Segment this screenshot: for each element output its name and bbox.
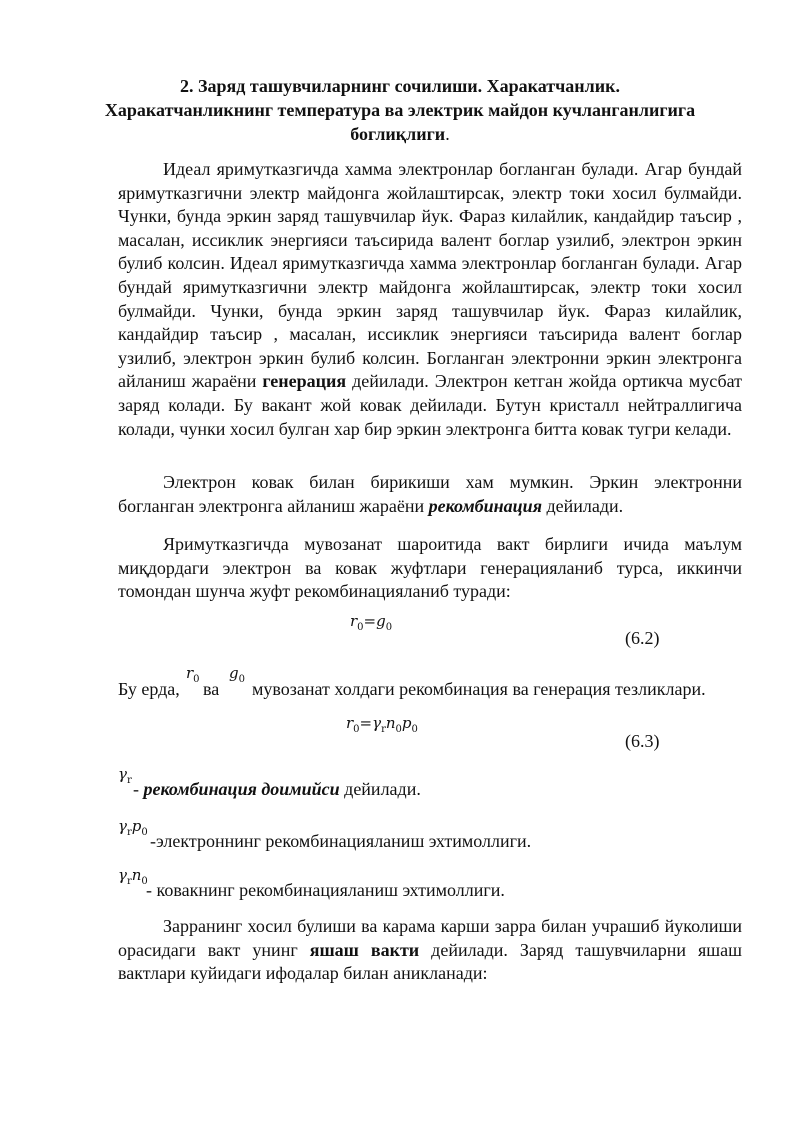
where-sym1-sub: 0	[193, 674, 200, 685]
term-generation: генерация	[262, 371, 347, 392]
eq62-rhs: g	[376, 612, 386, 630]
term-lifetime: яшаш вакти	[309, 939, 420, 960]
section-heading	[100, 74, 700, 146]
eq62-rhs-sub: 0	[385, 622, 393, 633]
eq63-p: p	[401, 714, 412, 732]
eq63-gamma: γ	[372, 714, 382, 732]
heading-line-3-text: боглиқлиги	[350, 124, 446, 144]
eq63-n: n	[385, 714, 396, 732]
term-recombination: рекомбинация	[428, 495, 542, 516]
where-symbol-g0	[229, 664, 245, 685]
def3-sym: γ	[118, 866, 127, 884]
heading-line-3	[100, 122, 700, 146]
paragraph-generation-text-b: дейилади. Электрон кетган жойда ортикча мусбат заряд колади. Бу вакант жой ковак дейилади. Бутун кристалл нейтраллигича колади, чунки хосил булган хар бир эркин электронга битта ковак тугри келади.	[118, 371, 742, 439]
term-recombination-constant: рекомбинация доимийси	[143, 779, 340, 799]
def2-symbol	[118, 817, 148, 838]
paragraph-equilibrium-text: Яримутказгичда мувозанат шароитида вакт бирлиги ичида маълум миқдордаги электрон ва ковак жуфтлари генерацияланиб турса, иккинчи томондан шунча жуфт рекомбинацияланиб туради:	[118, 534, 742, 602]
where-conj: ва	[203, 679, 220, 699]
where-prefix: Бу ерда,	[118, 679, 180, 699]
paragraph-lifetime-text-b: дейилади. Заряд ташувчиларни яшаш вактлари куйидаги ифодалар билан аникланади:	[118, 939, 742, 984]
equation-number-6-3: (6.3)	[625, 731, 660, 751]
def1-dash: -	[133, 779, 144, 799]
paragraph-equilibrium	[118, 533, 742, 604]
eq62-lhs-sub: 0	[357, 622, 364, 633]
def2-sym2-sub: 0	[141, 827, 148, 838]
def2-sym2: p	[131, 817, 142, 835]
eq63-lhs: r	[346, 714, 354, 732]
definition-hole-probability: - ковакнинг рекомбинацияланиш эхтимоллиги.	[146, 880, 505, 900]
definition-recombination-constant	[133, 779, 421, 800]
eq63-gamma-sub: r	[381, 724, 386, 735]
definition-electron-probability: -электроннинг рекомбинацияланиш эхтимоллиги.	[150, 831, 532, 851]
where-sym1: r	[186, 664, 194, 682]
paragraph-lifetime	[118, 915, 742, 986]
eq63-p-sub: 0	[411, 724, 418, 735]
eq62-op: =	[363, 612, 377, 630]
def1-text: дейилади.	[339, 779, 421, 799]
def1-sym: γ	[118, 765, 127, 783]
equation-6-3	[346, 714, 418, 735]
def2-sym-sub: r	[126, 827, 132, 838]
def1-sym-sub: r	[126, 775, 132, 786]
eq63-lhs-sub: 0	[353, 724, 360, 735]
paragraph-recombination-text-a: Электрон ковак билан бирикиши хам мумкин. Эркин электронни богланган электронга айланиш жараёни	[118, 472, 742, 516]
heading-line-3-dot: .	[445, 124, 450, 144]
heading-line-2: Харакатчанликнинг температура ва электрик майдон кучланганлигига	[104, 100, 696, 120]
paragraph-recombination-text-b: дейилади.	[541, 495, 624, 516]
paragraph-generation	[118, 158, 742, 441]
eq62-lhs: r	[350, 612, 358, 630]
def3-sym2: n	[131, 866, 142, 884]
def3-symbol	[118, 866, 148, 887]
where-suffix: мувозанат холдаги рекомбинация ва генерация тезликлари.	[252, 679, 706, 699]
heading-line-1: 2. Заряд ташувчиларнинг сочилиши. Харакатчанлик.	[180, 76, 620, 96]
paragraph-generation-text-a: Идеал яримутказгичда хамма электронлар богланган булади. Агар бундай яримутказгични электр майдонга жойлаштирсак, электр токи хосил булмайди. Чунки, бунда эркин заряд ташувчилар йук. Фараз килайлик, кандайдир таъсир , масалан, иссиклик энергияси таъсирида валент боглар узилиб, электрон эркин булиб колсин. Идеал яримутказгичда хамма электронлар богланган булади. Агар бундай яримутказгични электр майдонга жойлаштирсак, электр токи хосил булмайди. Чунки, бунда эркин заряд ташувчилар йук. Фараз килайлик, кандайдир таъсир , масалан, иссиклик энергияси таъсирида валент боглар узилиб, электрон эркин булиб колсин. Богланган электронни эркин электронга айланиш жараёни	[118, 159, 742, 392]
eq63-n-sub: 0	[395, 724, 402, 735]
equation-6-2	[350, 612, 392, 633]
where-sym2: g	[229, 664, 239, 682]
def3-sym2-sub: 0	[141, 876, 148, 887]
paragraph-recombination	[118, 471, 742, 518]
where-symbol-r0	[186, 664, 200, 685]
where-sym2-sub: 0	[238, 674, 245, 685]
def2-sym: γ	[118, 817, 127, 835]
def1-symbol	[118, 765, 132, 786]
eq63-op: =	[359, 714, 373, 732]
def3-sym-sub: r	[126, 876, 132, 887]
equation-number-6-2: (6.2)	[625, 628, 660, 648]
paragraph-lifetime-text-a: Зарранинг хосил булиши ва карама карши зарра билан учрашиб йуколиши орасидаги вакт унинг	[118, 916, 742, 960]
